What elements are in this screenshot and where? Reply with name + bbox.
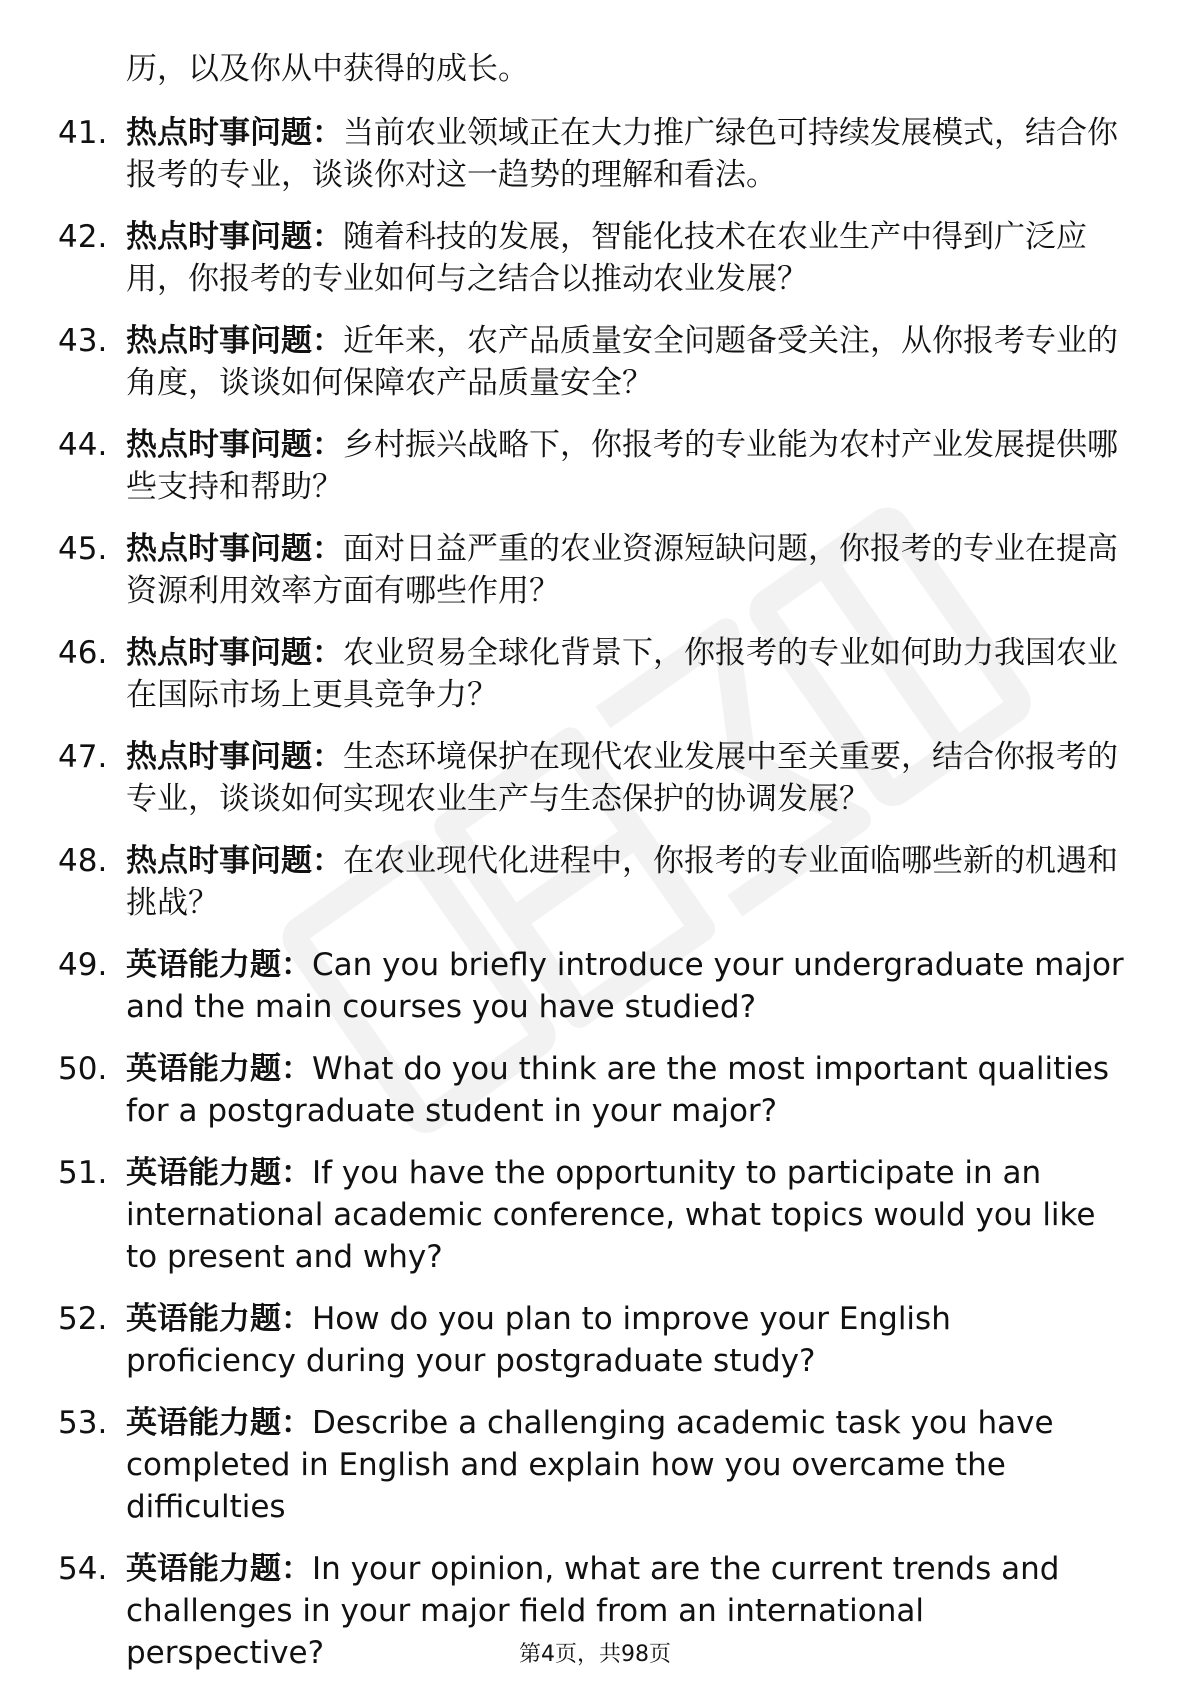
question-number: 44. [58, 427, 108, 463]
question-text: If you have the opportunity to participate in an international academic conference, what topics would you like to present and why? [126, 1155, 1096, 1275]
question-number: 54. [58, 1551, 108, 1587]
question-item [0, 528, 1190, 612]
category-colon: ： [312, 323, 343, 359]
question-item [0, 320, 1190, 404]
question-item [0, 112, 1190, 196]
question-body [126, 424, 1130, 508]
question-number: 49. [58, 947, 108, 983]
question-item [0, 840, 1190, 924]
question-item [0, 1152, 1190, 1278]
question-number: 47. [58, 739, 108, 775]
question-category: 热点时事问题 [126, 219, 312, 255]
question-category: 英语能力题 [126, 1405, 281, 1441]
question-item [0, 216, 1190, 300]
question-text: Can you briefly introduce your undergraduate major and the main courses you have studied? [126, 947, 1124, 1025]
category-colon: ： [312, 427, 343, 463]
category-colon: ： [281, 947, 312, 983]
question-text: 在农业现代化进程中，你报考的专业面临哪些新的机遇和挑战？ [126, 843, 1118, 921]
question-list [0, 112, 1190, 1694]
question-category: 英语能力题 [126, 1155, 281, 1191]
question-body [126, 632, 1130, 716]
question-text: How do you plan to improve your English proficiency during your postgraduate study? [126, 1301, 951, 1379]
category-colon: ： [312, 635, 343, 671]
question-number: 42. [58, 219, 108, 255]
question-number: 50. [58, 1051, 108, 1087]
question-item [0, 1048, 1190, 1132]
question-text: Describe a challenging academic task you have completed in English and explain how you overcame the difficulties [126, 1405, 1054, 1525]
category-colon: ： [281, 1551, 312, 1587]
question-text: 农业贸易全球化背景下，你报考的专业如何助力我国农业在国际市场上更具竞争力？ [126, 635, 1118, 713]
question-number: 48. [58, 843, 108, 879]
question-item [0, 736, 1190, 820]
question-item [0, 1402, 1190, 1528]
continuation-text: 历，以及你从中获得的成长。 [126, 51, 529, 87]
question-body [126, 216, 1130, 300]
question-category: 热点时事问题 [126, 427, 312, 463]
question-item [0, 632, 1190, 716]
page-number-footer: 第4页，共98页 [519, 1642, 671, 1667]
question-number: 41. [58, 115, 108, 151]
question-body [126, 736, 1130, 820]
question-text: 面对日益严重的农业资源短缺问题，你报考的专业在提高资源利用效率方面有哪些作用？ [126, 531, 1118, 609]
question-text: 乡村振兴战略下，你报考的专业能为农村产业发展提供哪些支持和帮助？ [126, 427, 1118, 505]
question-item [0, 944, 1190, 1028]
question-category: 热点时事问题 [126, 115, 312, 151]
category-colon: ： [312, 739, 343, 775]
question-number: 45. [58, 531, 108, 567]
category-colon: ： [312, 219, 343, 255]
question-text: In your opinion, what are the current trends and challenges in your major field from an international perspective? [126, 1551, 1060, 1671]
question-number: 52. [58, 1301, 108, 1337]
category-colon: ： [281, 1405, 312, 1441]
question-category: 英语能力题 [126, 1051, 281, 1087]
category-colon: ： [281, 1051, 312, 1087]
question-category: 热点时事问题 [126, 635, 312, 671]
question-text: 生态环境保护在现代农业发展中至关重要，结合你报考的专业，谈谈如何实现农业生产与生态保护的协调发展？ [126, 739, 1118, 817]
question-body [126, 1152, 1130, 1278]
question-item [0, 424, 1190, 508]
category-colon: ： [312, 531, 343, 567]
category-colon: ： [281, 1155, 312, 1191]
question-category: 热点时事问题 [126, 531, 312, 567]
question-body [126, 840, 1130, 924]
question-category: 英语能力题 [126, 947, 281, 983]
question-text: 当前农业领域正在大力推广绿色可持续发展模式，结合你报考的专业，谈谈你对这一趋势的理解和看法。 [126, 115, 1118, 193]
question-number: 46. [58, 635, 108, 671]
category-colon: ： [312, 115, 343, 151]
question-category: 热点时事问题 [126, 323, 312, 359]
question-category: 热点时事问题 [126, 739, 312, 775]
category-colon: ： [312, 843, 343, 879]
question-category: 热点时事问题 [126, 843, 312, 879]
question-body [126, 320, 1130, 404]
category-colon: ： [281, 1301, 312, 1337]
question-text: 近年来，农产品质量安全问题备受关注，从你报考专业的角度，谈谈如何保障农产品质量安全？ [126, 323, 1118, 401]
question-number: 53. [58, 1405, 108, 1441]
question-body [126, 528, 1130, 612]
question-body [126, 944, 1130, 1028]
question-category: 英语能力题 [126, 1301, 281, 1337]
question-body [126, 1048, 1130, 1132]
question-item [0, 1298, 1190, 1382]
question-body [126, 1298, 1130, 1382]
question-category: 英语能力题 [126, 1551, 281, 1587]
question-number: 43. [58, 323, 108, 359]
question-number: 51. [58, 1155, 108, 1191]
question-body [126, 112, 1130, 196]
question-body [126, 1402, 1130, 1528]
question-text: What do you think are the most important qualities for a postgraduate student in your major? [126, 1051, 1110, 1129]
question-text: 随着科技的发展，智能化技术在农业生产中得到广泛应用，你报考的专业如何与之结合以推动农业发展？ [126, 219, 1087, 297]
